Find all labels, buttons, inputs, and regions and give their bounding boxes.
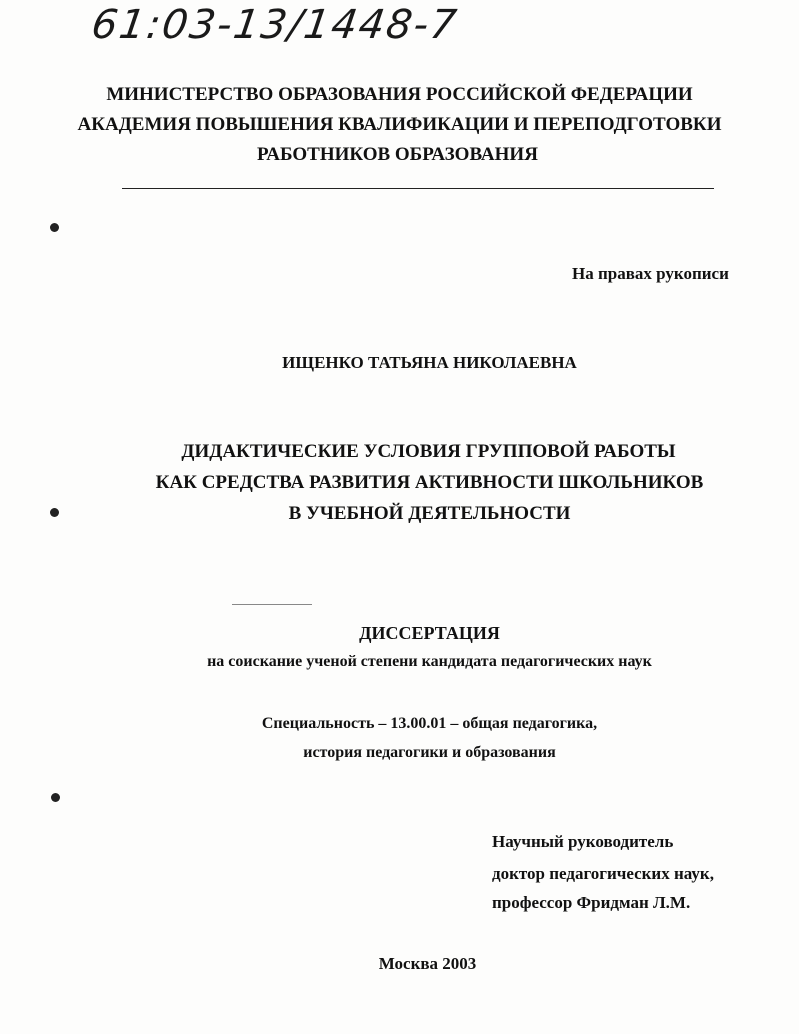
author-name: ИЩЕНКО ТАТЬЯНА НИКОЛАЕВНА [282,353,577,372]
dissertation-label: ДИССЕРТАЦИЯ [359,623,500,643]
header-divider [122,188,714,189]
academy-heading: АКАДЕМИЯ ПОВЫШЕНИЯ КВАЛИФИКАЦИИ И ПЕРЕПОДГОТОВКИ [77,114,722,135]
archive-code-handwritten: 61:03-13/1448-7 [88,2,461,48]
specialty-line-1: Специальность – 13.00.01 – общая педагогика, [261,715,598,732]
specialty-line-2: история педагогики и образования [303,744,556,761]
supervisor-label: Научный руководитель [492,832,674,851]
scan-speck [232,604,312,605]
city-year: Москва 2003 [378,954,477,973]
title-line-2: КАК СРЕДСТВА РАЗВИТИЯ АКТИВНОСТИ ШКОЛЬНИКОВ [155,472,704,493]
punch-hole-mark [50,508,59,517]
title-line-1: ДИДАКТИЧЕСКИЕ УСЛОВИЯ ГРУППОВОЙ РАБОТЫ [181,441,676,462]
punch-hole-mark [51,793,60,802]
ministry-heading: МИНИСТЕРСТВО ОБРАЗОВАНИЯ РОССИЙСКОЙ ФЕДЕРАЦИИ [106,84,693,105]
staff-heading: РАБОТНИКОВ ОБРАЗОВАНИЯ [257,144,538,165]
manuscript-note: На правах рукописи [572,264,729,283]
dissertation-purpose: на соискание ученой степени кандидата педагогических наук [207,653,652,670]
punch-hole-mark [50,223,59,232]
supervisor-name: профессор Фридман Л.М. [492,893,691,912]
supervisor-degree: доктор педагогических наук, [492,864,714,883]
title-line-3: В УЧЕБНОЙ ДЕЯТЕЛЬНОСТИ [288,503,571,524]
